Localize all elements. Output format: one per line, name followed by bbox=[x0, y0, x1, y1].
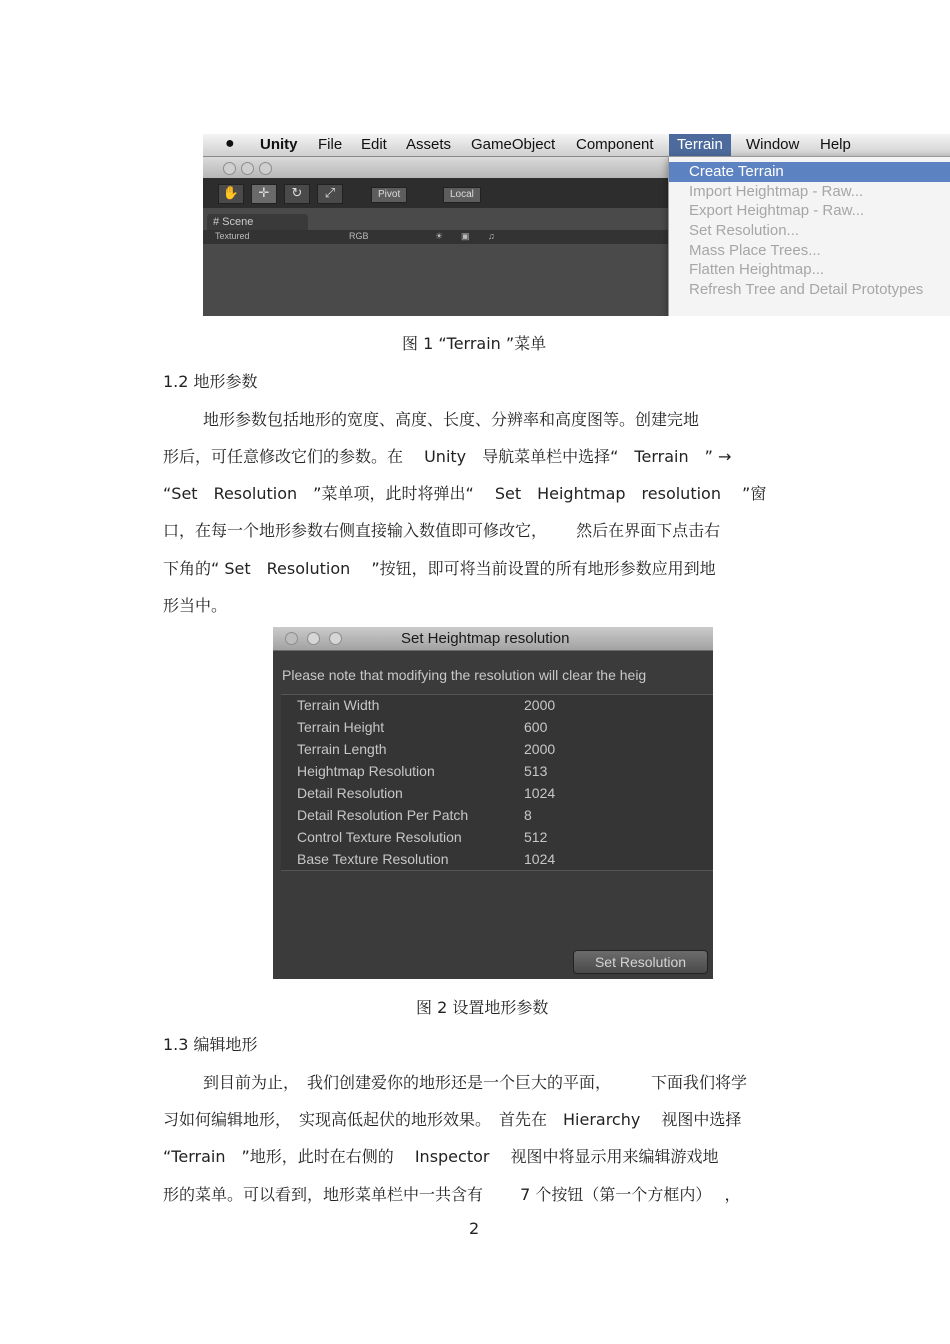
audio-icon[interactable]: ♫ bbox=[488, 231, 495, 241]
apple-icon: ● bbox=[225, 135, 235, 152]
local-toggle[interactable]: Local bbox=[443, 187, 481, 203]
close-window-button[interactable] bbox=[223, 162, 236, 175]
param-value-field[interactable]: 8 bbox=[524, 807, 532, 823]
menu-item-create-terrain[interactable]: Create Terrain bbox=[669, 162, 950, 182]
mac-menubar bbox=[203, 134, 950, 157]
paragraph-line: “Terrain ”地形，此时在右侧的 Inspector 视图中将显示用来编辑游戏地 bbox=[163, 1147, 719, 1166]
param-label: Terrain Height bbox=[297, 719, 385, 735]
figure-unity-terrain-menu bbox=[203, 134, 950, 316]
param-value-field[interactable]: 1024 bbox=[524, 851, 556, 867]
paragraph-line: 习如何编辑地形， 实现高低起伏的地形效果。 首先在 Hierarchy 视图中选择 bbox=[163, 1110, 742, 1129]
dialog-warning-note: Please note that modifying the resolution will clear the heig bbox=[282, 667, 647, 683]
scene-view-bar bbox=[203, 230, 673, 244]
param-row bbox=[281, 739, 713, 761]
dialog-title: Set Heightmap resolution bbox=[401, 630, 570, 647]
paragraph-line: “Set Resolution ”菜单项，此时将弹出“ Set Heightmap resolution ”窗 bbox=[163, 484, 767, 503]
menu-item-import-heightmap[interactable]: Import Heightmap - Raw... bbox=[689, 183, 864, 200]
paragraph-line: 地形参数包括地形的宽度、高度、长度、分辨率和高度图等。创建完地 bbox=[203, 410, 700, 429]
param-label: Control Texture Resolution bbox=[297, 829, 462, 845]
param-label: Terrain Length bbox=[297, 741, 387, 757]
param-label: Heightmap Resolution bbox=[297, 763, 435, 779]
menu-component[interactable]: Component bbox=[576, 136, 654, 153]
pivot-toggle[interactable]: Pivot bbox=[371, 187, 407, 203]
paragraph-line: 形后，可任意修改它们的参数。在 Unity 导航菜单栏中选择“ Terrain ” → bbox=[163, 447, 732, 466]
menu-gameobject[interactable]: GameObject bbox=[471, 136, 556, 153]
menu-file[interactable]: File bbox=[318, 136, 343, 153]
lighting-icon[interactable]: ☀ bbox=[435, 231, 444, 241]
param-value-field[interactable]: 513 bbox=[524, 763, 548, 779]
param-label: Terrain Width bbox=[297, 697, 380, 713]
param-value-field[interactable]: 1024 bbox=[524, 785, 556, 801]
menu-terrain[interactable]: Terrain bbox=[669, 134, 731, 156]
param-row bbox=[281, 849, 713, 871]
param-value-field[interactable]: 600 bbox=[524, 719, 548, 735]
figure-1-caption: 图 1 “Terrain ”菜单 bbox=[402, 334, 547, 353]
param-row bbox=[281, 761, 713, 783]
paragraph-line: 形的菜单。可以看到，地形菜单栏中一共含有 7 个按钮（第一个方框内） ， bbox=[163, 1185, 741, 1204]
page-number: 2 bbox=[469, 1219, 480, 1238]
param-value-field[interactable]: 2000 bbox=[524, 741, 556, 757]
menu-item-export-heightmap[interactable]: Export Heightmap - Raw... bbox=[689, 202, 865, 219]
menu-item-mass-place-trees[interactable]: Mass Place Trees... bbox=[689, 242, 821, 259]
paragraph-line: 口，在每一个地形参数右侧直接输入数值即可修改它， 然后在界面下点击右 bbox=[163, 521, 721, 540]
menu-help[interactable]: Help bbox=[820, 136, 851, 153]
param-value-field[interactable]: 2000 bbox=[524, 697, 556, 713]
set-resolution-button[interactable]: Set Resolution bbox=[573, 950, 708, 974]
minimize-window-button[interactable] bbox=[241, 162, 254, 175]
menu-edit[interactable]: Edit bbox=[361, 136, 387, 153]
rotate-tool-icon[interactable]: ↻ bbox=[284, 184, 310, 204]
paragraph-line: 形当中。 bbox=[163, 596, 228, 615]
close-dialog-button[interactable] bbox=[285, 632, 298, 645]
param-label: Detail Resolution Per Patch bbox=[297, 807, 469, 823]
param-row bbox=[281, 717, 713, 739]
terrain-parameter-list bbox=[281, 694, 713, 871]
figure-set-heightmap-dialog bbox=[273, 627, 713, 979]
figure-2-caption: 图 2 设置地形参数 bbox=[416, 998, 549, 1017]
param-row bbox=[281, 695, 713, 717]
zoom-window-button[interactable] bbox=[259, 162, 272, 175]
param-value-field[interactable]: 512 bbox=[524, 829, 548, 845]
dialog-titlebar bbox=[273, 627, 713, 651]
paragraph-line: 到目前为止， 我们创建爱你的地形还是一个巨大的平面， 下面我们将学 bbox=[203, 1073, 748, 1092]
image-icon[interactable]: ▣ bbox=[461, 231, 470, 241]
render-mode-dropdown[interactable]: Textured bbox=[215, 231, 250, 241]
menu-item-set-resolution[interactable]: Set Resolution... bbox=[689, 222, 800, 239]
menu-window[interactable]: Window bbox=[746, 136, 800, 153]
zoom-dialog-button[interactable] bbox=[329, 632, 342, 645]
hand-tool-icon[interactable]: ✋ bbox=[218, 184, 244, 204]
menu-assets[interactable]: Assets bbox=[406, 136, 452, 153]
menu-item-flatten-heightmap[interactable]: Flatten Heightmap... bbox=[689, 261, 825, 278]
editor-toolbar bbox=[203, 178, 673, 208]
move-tool-icon[interactable]: ✛ bbox=[251, 184, 277, 204]
param-row bbox=[281, 827, 713, 849]
paragraph-line: 下角的“ Set Resolution ”按钮，即可将当前设置的所有地形参数应用到地 bbox=[163, 559, 716, 578]
param-row bbox=[281, 783, 713, 805]
minimize-dialog-button[interactable] bbox=[307, 632, 320, 645]
param-row bbox=[281, 805, 713, 827]
scale-tool-icon[interactable]: ⤢ bbox=[317, 184, 343, 204]
scene-tab[interactable]: # Scene bbox=[207, 214, 308, 230]
menu-unity[interactable]: Unity bbox=[260, 136, 298, 153]
channel-dropdown[interactable]: RGB bbox=[349, 231, 369, 241]
param-label: Base Texture Resolution bbox=[297, 851, 449, 867]
section-heading: 1.2 地形参数 bbox=[163, 372, 258, 391]
terrain-dropdown-menu bbox=[668, 156, 950, 316]
param-label: Detail Resolution bbox=[297, 785, 403, 801]
section-heading: 1.3 编辑地形 bbox=[163, 1035, 258, 1054]
menu-item-refresh-prototypes[interactable]: Refresh Tree and Detail Prototypes bbox=[689, 281, 924, 298]
